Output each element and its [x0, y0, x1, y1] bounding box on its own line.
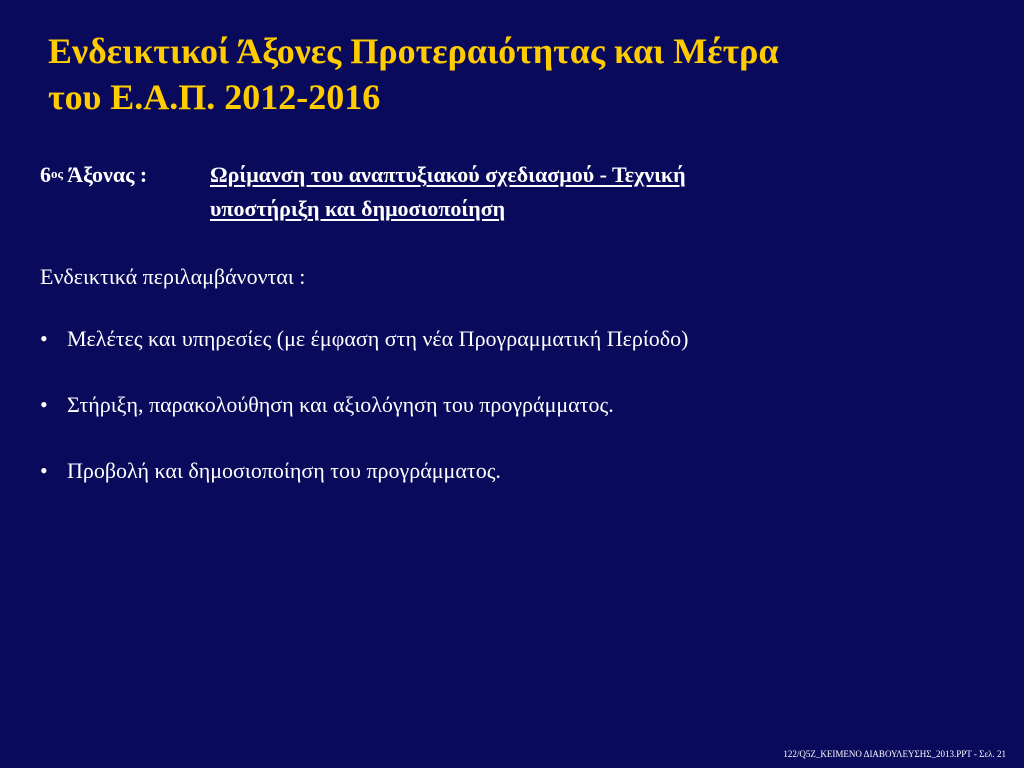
axis-title — [210, 158, 930, 226]
axis-title-line-1: Ωρίμανση του αναπτυξιακού σχεδιασμού - Τεχνική — [210, 162, 686, 187]
axis-label-text: Άξονας : — [62, 162, 148, 187]
slide-title-line-2: του Ε.Α.Π. 2012-2016 — [48, 77, 381, 117]
bullet-icon: • — [40, 326, 48, 351]
bullet-text: Μελέτες και υπηρεσίες (με έμφαση στη νέα Προγραμματική Περίοδο) — [67, 326, 689, 351]
axis-number: 6 — [40, 162, 51, 187]
axis-ordinal-suffix: ος — [51, 166, 63, 181]
axis-title-line-2: υποστήριξη και δημοσιοποίηση — [210, 196, 506, 221]
bullet-text: Στήριξη, παρακολούθηση και αξιολόγηση του προγράμματος. — [67, 392, 614, 417]
bullet-icon: • — [40, 392, 48, 417]
bullet-icon: • — [40, 458, 48, 483]
bullet-text: Προβολή και δημοσιοποίηση του προγράμματος. — [67, 458, 501, 483]
slide-title — [48, 28, 998, 120]
slide-footer: 122/Q5Z_ΚΕΙΜΕΝΟ ΔΙΑΒΟΥΛΕΥΣΗΣ_2013.PPT - Σελ. 21 — [783, 749, 1006, 759]
axis-label — [40, 158, 147, 192]
slide-title-line-1: Ενδεικτικοί Άξονες Προτεραιότητας και Μέτρα — [48, 31, 779, 71]
intro-text: Ενδεικτικά περιλαμβάνονται : — [40, 264, 306, 289]
